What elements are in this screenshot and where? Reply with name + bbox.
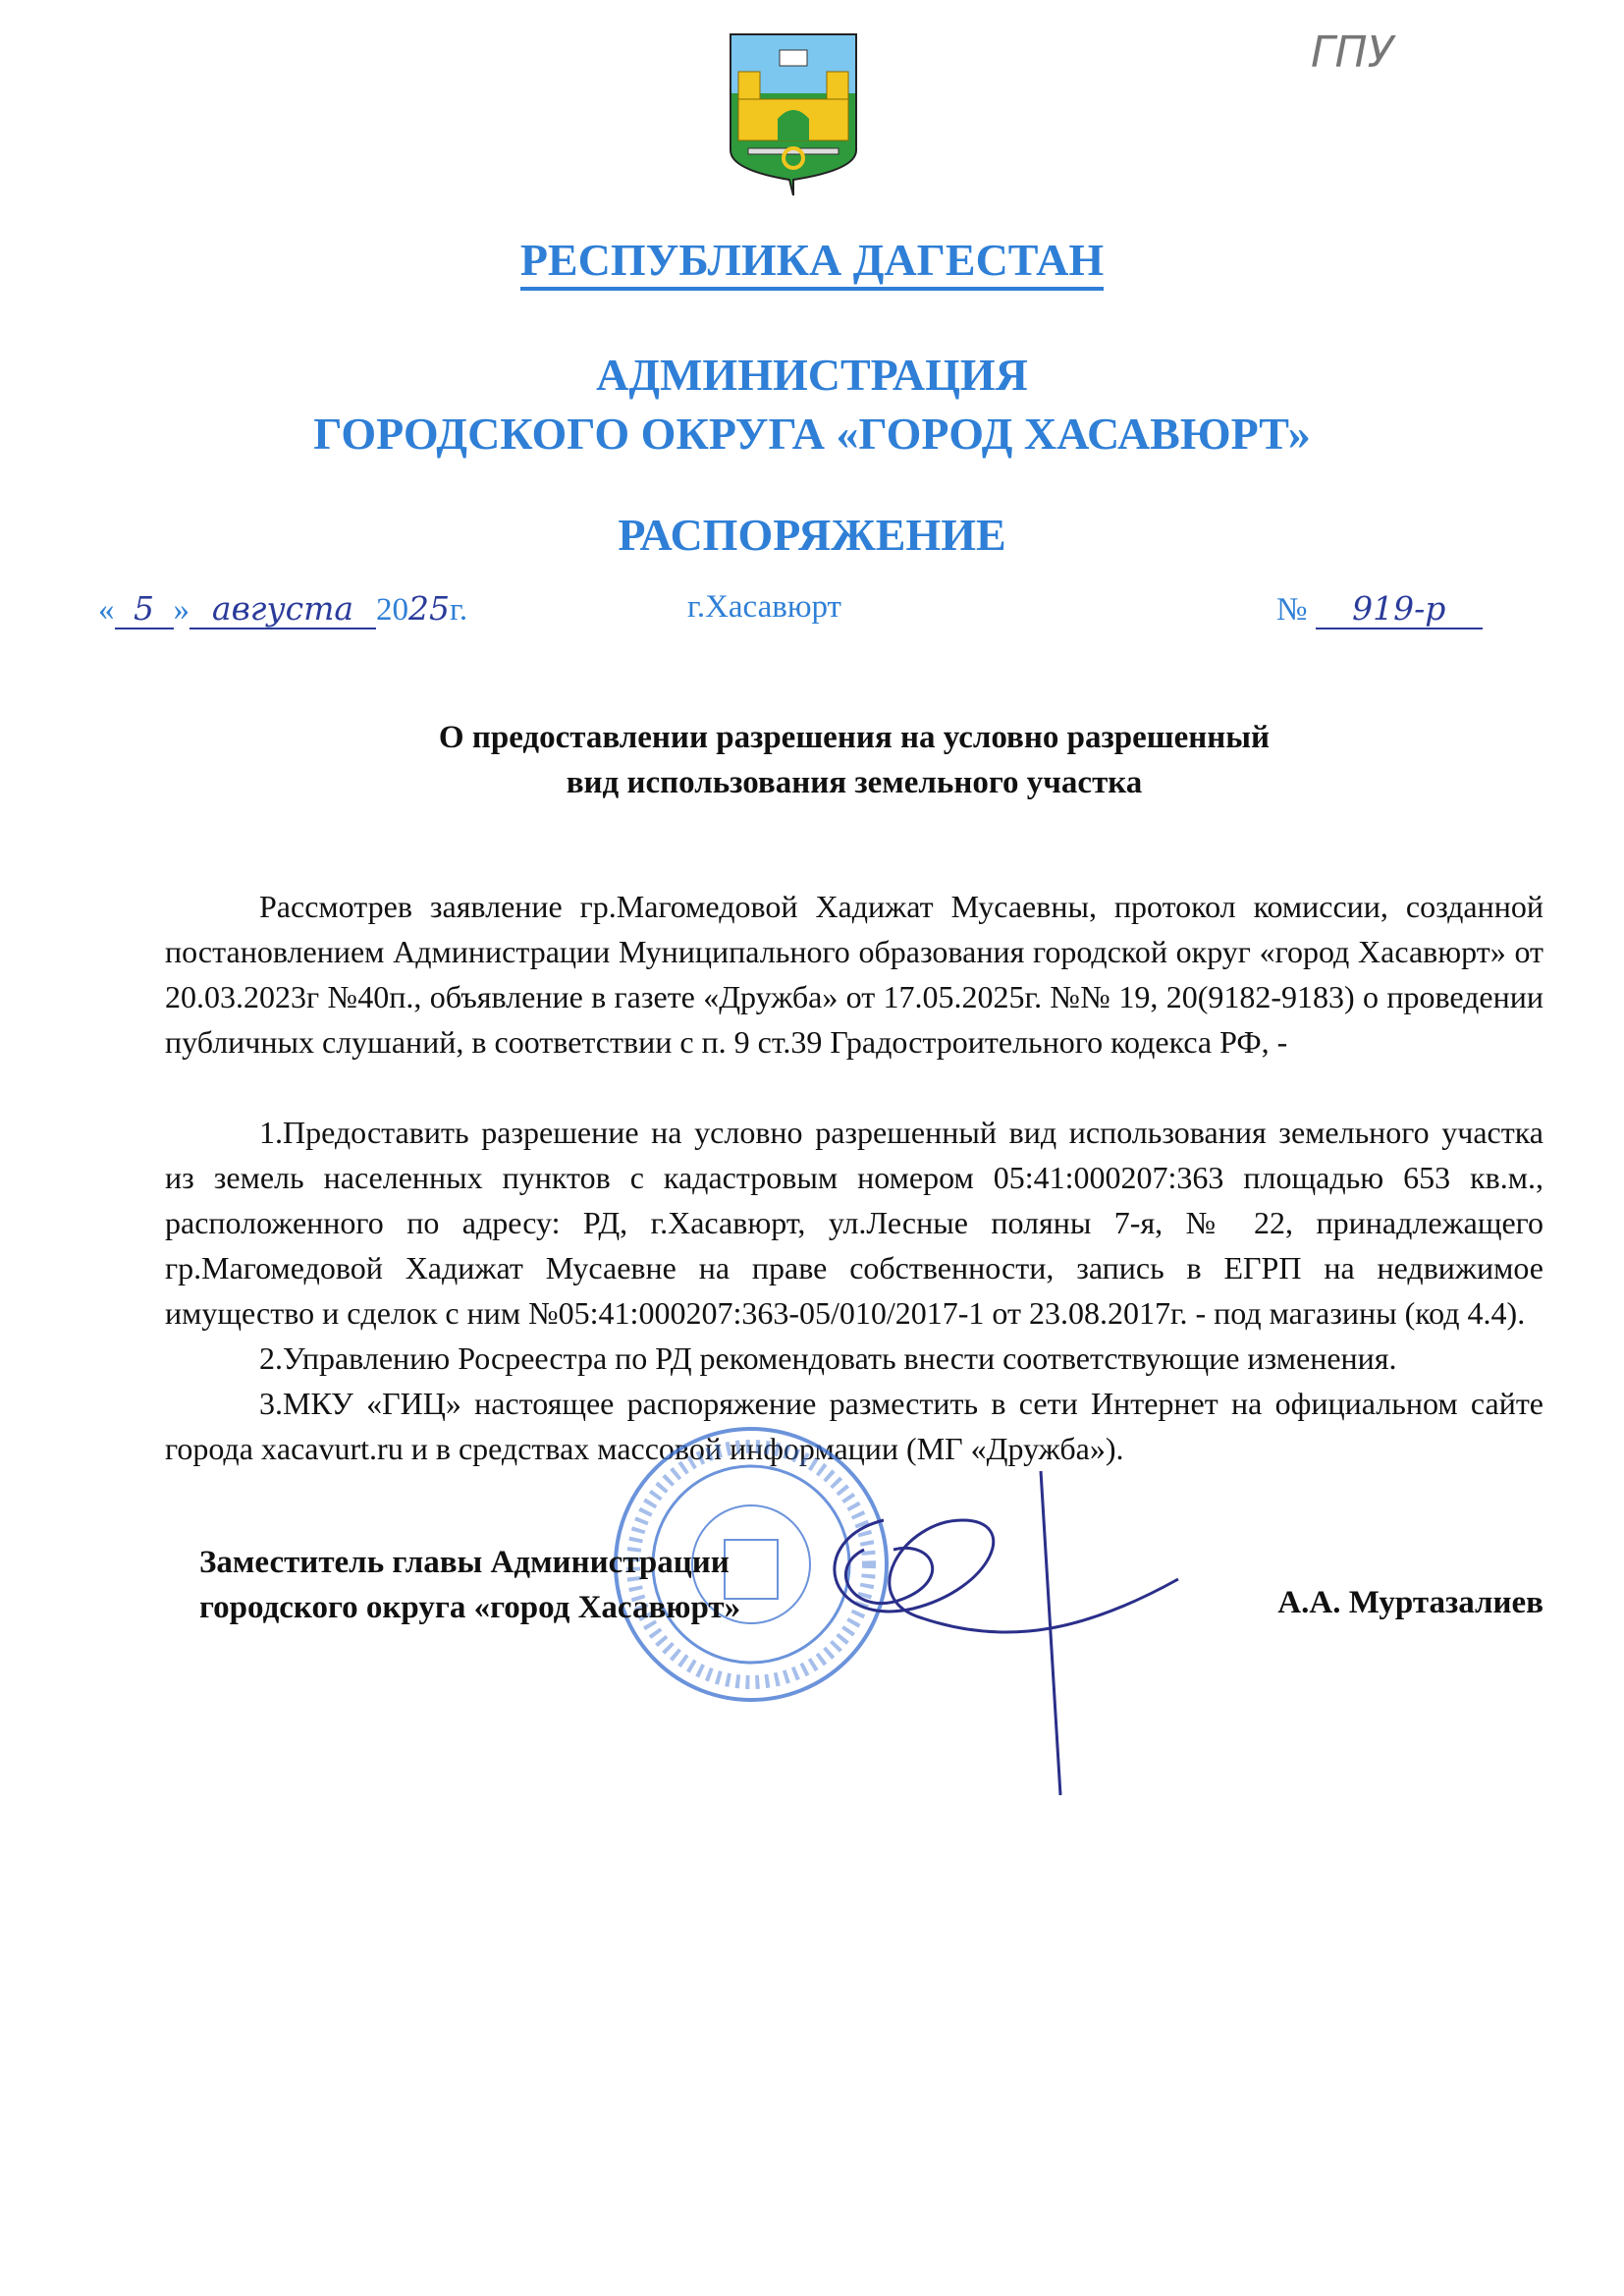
coat-of-arms-emblem [729, 32, 858, 204]
signature-block [165, 1540, 1543, 1834]
handwritten-corner-note: ГПУ [1311, 27, 1394, 78]
order-item-1: 1.Предоставить разрешение на условно разрешенный вид использования земельного участка из земель населенных пунктов с кадастровым номером 05:41:000207:363 площадью 653 кв.м., расположенного по адресу: РД, г.Хасавюрт, ул.Лесные поляны 7-я, № 22, принадлежащего гр.Магомедовой Хадижат Мусаевне на праве собственности, запись в ЕГРП на недвижимое имущество и сделок с ним №05:41:000207:363-05/010/2017-1 от 23.08.2017г. - под магазины (код 4.4). [165, 1115, 1543, 1331]
order-items [165, 1110, 1543, 1471]
administration-line-1: АДМИНИСТРАЦИЯ [596, 350, 1028, 400]
document-body [165, 715, 1543, 1834]
date-day: 5 [115, 589, 174, 629]
document-number: № 919-р [1276, 589, 1483, 629]
administration-line-2: ГОРОДСКОГО ОКРУГА «ГОРОД ХАСАВЮРТ» [313, 409, 1311, 459]
order-item-3: 3.МКУ «ГИЦ» настоящее распоряжение разместить в сети Интернет на официальном сайте города xacavurt.ru и в средствах массовой информации (МГ «Дружба»). [165, 1386, 1543, 1466]
preamble [165, 884, 1543, 1065]
signatory-title [199, 1540, 740, 1630]
subject-line-1: О предоставлении разрешения на условно разрешенный [438, 720, 1271, 755]
signatory-name: А.А. Муртазалиев [1277, 1585, 1543, 1620]
order-item-2: 2.Управлению Росреестра по РД рекомендовать внести соответствующие изменения. [259, 1340, 1397, 1376]
number-value: 919-р [1316, 589, 1483, 629]
subject-line-2: вид использования земельного участка [566, 765, 1143, 800]
administration-heading [0, 346, 1624, 464]
document-date: « 5 » августа 2025г. [98, 589, 468, 628]
document-type-heading: РАСПОРЯЖЕНИЕ [618, 510, 1006, 560]
signatory-title-line-2: городского округа «город Хасавюрт» [199, 1590, 741, 1625]
document-subject [165, 715, 1543, 805]
signatory-title-line-1: Заместитель главы Администрации [199, 1545, 730, 1580]
document-city: г.Хасавюрт [687, 589, 841, 625]
preamble-text: Рассмотрев заявление гр.Магомедовой Хадижат Мусаевны, протокол комиссии, созданной постановлением Администрации Муниципального образования городской округ «город Хасавюрт» от 20.03.2023г №40п., объявление в газете «Дружба» от 17.05.2025г. №№ 19, 20(9182-9183) о проведении публичных слушаний, в соответствии с п. 9 ст.39 Градостроительного кодекса РФ, - [165, 889, 1543, 1060]
republic-heading: РЕСПУБЛИКА ДАГЕСТАН [0, 234, 1624, 286]
handwritten-signature [766, 1461, 1198, 1820]
date-month: августа [189, 589, 376, 629]
